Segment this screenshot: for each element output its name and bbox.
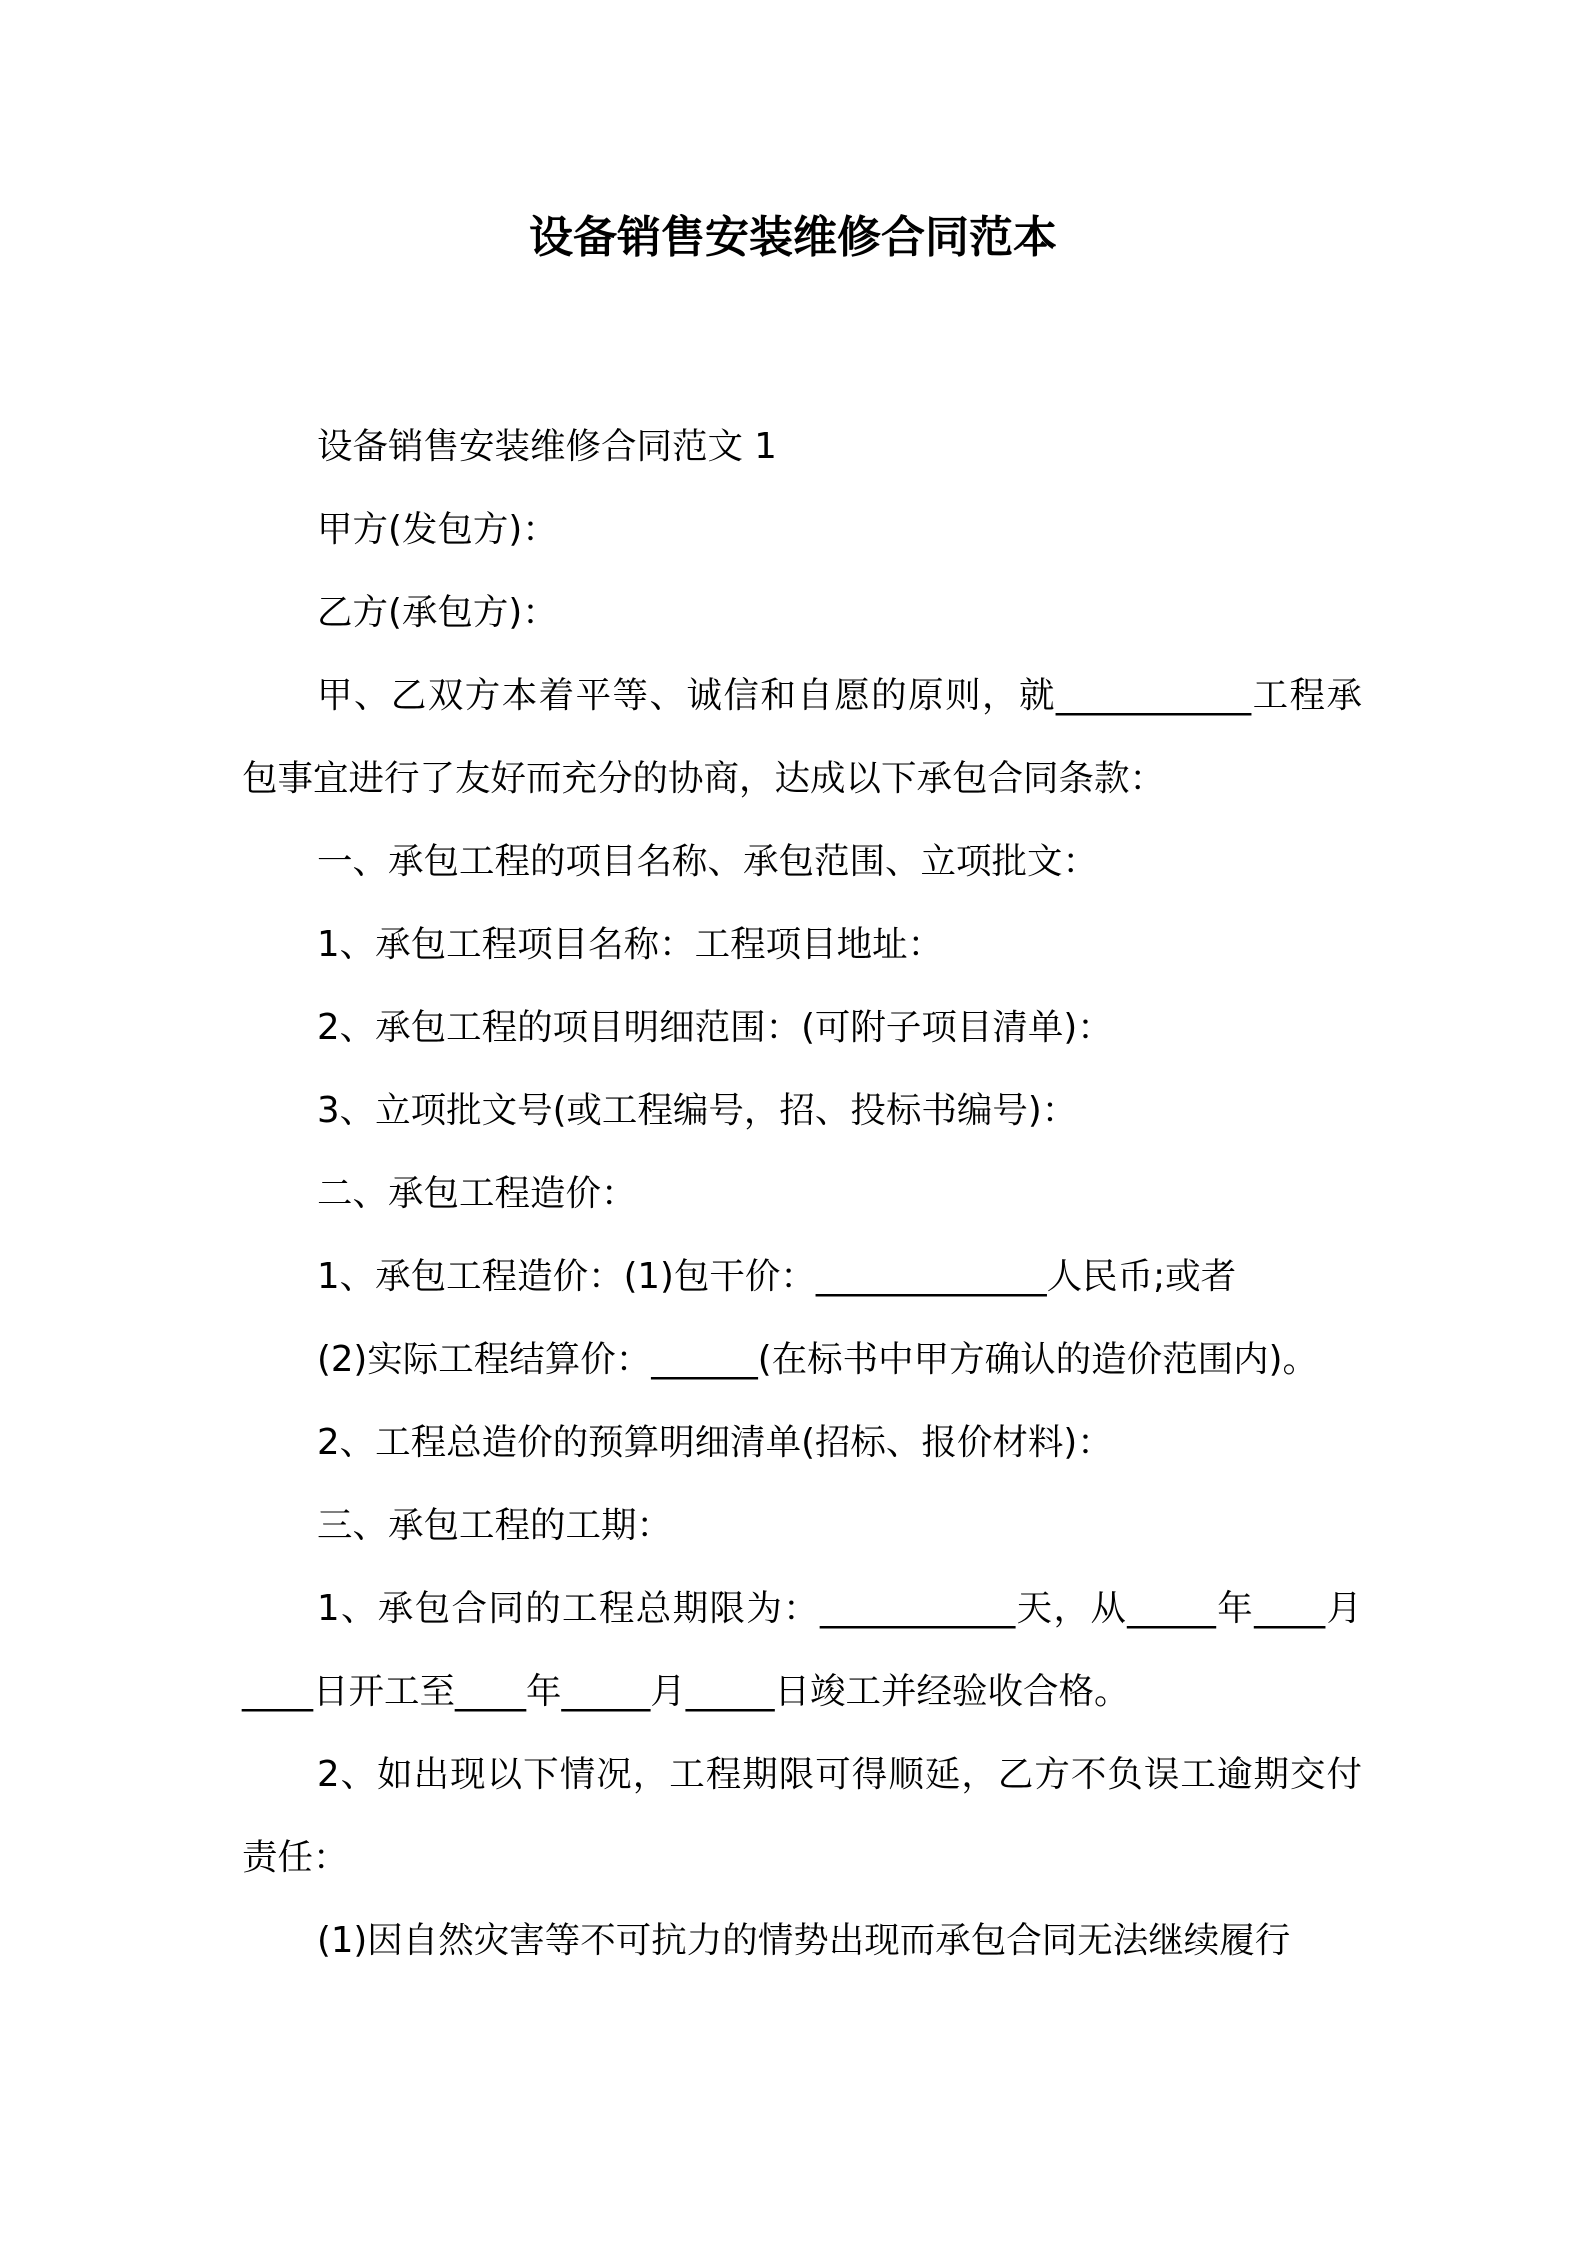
clause-heading: 二、承包工程造价： [317,1173,637,1214]
clause-item: 3、立项批文号(或工程编号，招、投标书编号)： [317,1090,1078,1131]
document-title: 设备销售安装维修合同范本 [529,212,1057,263]
clause-item: (2)实际工程结算价：______(在标书中甲方确认的造价范围内)。 [317,1339,1318,1380]
clause-item: 1、承包合同的工程总期限为：___________天，从_____年____月____日开工至____年_____月_____日竣工并经验收合格。 [242,1588,1362,1712]
section-heading: 设备销售安装维修合同范文 1 [317,426,777,467]
clause-item: 1、承包工程造价：(1)包干价：_____________人民币;或者 [317,1256,1237,1297]
party-b-line: 乙方(承包方)： [317,592,558,633]
clause-heading: 一、承包工程的项目名称、承包范围、立项批文： [317,841,1099,882]
clause-item: 2、如出现以下情况，工程期限可得顺延，乙方不负误工逾期交付责任： [242,1754,1362,1878]
clause-heading: 三、承包工程的工期： [317,1505,673,1546]
clause-item: 1、承包工程项目名称：工程项目地址： [317,924,944,965]
clause-item: (1)因自然灾害等不可抗力的情势出现而承包合同无法继续履行 [317,1920,1291,1961]
clause-item: 2、工程总造价的预算明细清单(招标、报价材料)： [317,1422,1113,1463]
clause-item: 2、承包工程的项目明细范围：(可附子项目清单)： [317,1007,1113,1048]
preamble-paragraph: 甲、乙双方本着平等、诚信和自愿的原则，就___________工程承包事宜进行了友好而充分的协商，达成以下承包合同条款： [242,675,1362,799]
party-a-line: 甲方(发包方)： [317,509,558,550]
document-body [242,405,1362,1982]
